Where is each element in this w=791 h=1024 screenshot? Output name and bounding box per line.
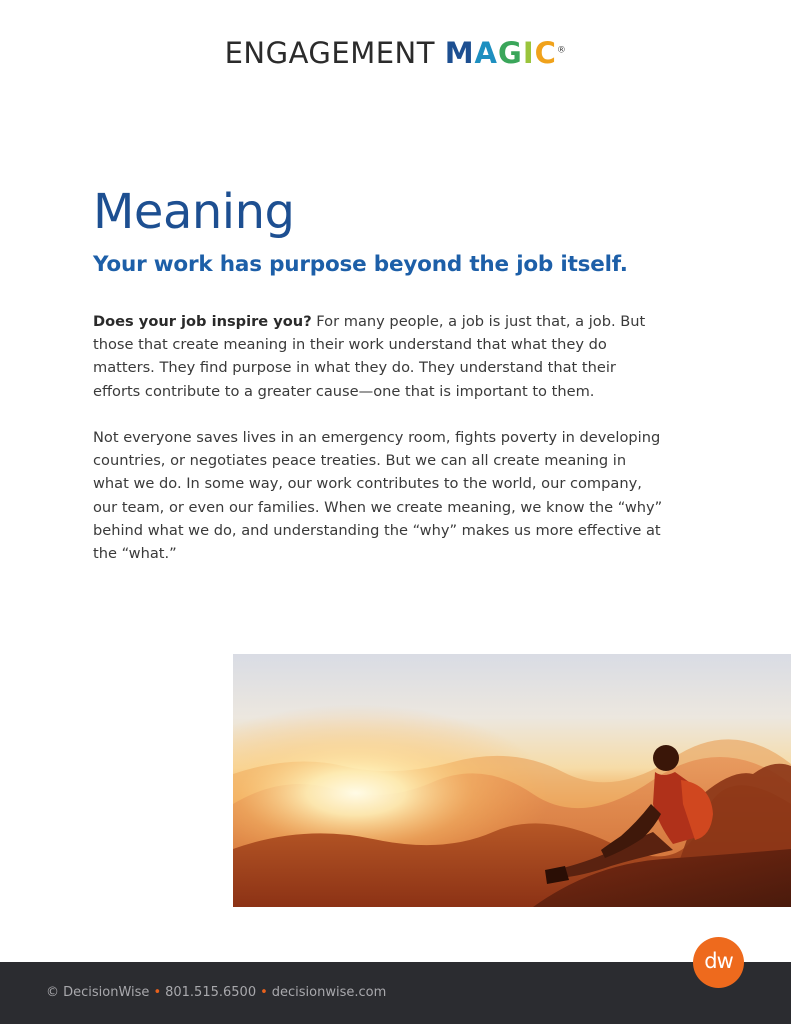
footer-website-link[interactable]: decisionwise.com bbox=[271, 985, 387, 1000]
paragraph-2: Not everyone saves lives in an emergency room, fights poverty in developing countries, or negotiates peace treaties. But we can all create meaning in what we do. In some way, our work contributes to the world, our company, our team, or even our families. When we create meaning, we know the “why” behind what we do, and understanding the “why” makes us more effective at the “what.” bbox=[93, 429, 663, 563]
footer-separator: • bbox=[153, 985, 162, 1000]
logo-letter: I bbox=[522, 36, 535, 70]
footer-phone: 801.515.6500 bbox=[165, 985, 257, 1000]
logo-letter: M bbox=[444, 36, 475, 70]
logo-word-magic bbox=[445, 36, 557, 70]
sunset-hiker-photo bbox=[233, 654, 791, 907]
decisionwise-badge: dw bbox=[693, 937, 744, 988]
footer-separator: • bbox=[260, 985, 268, 1000]
page-title: Meaning bbox=[93, 184, 295, 240]
footer-contact bbox=[46, 985, 386, 1000]
engagement-magic-logo bbox=[0, 36, 791, 70]
page-footer bbox=[0, 962, 791, 1024]
paragraph-1 bbox=[93, 310, 663, 403]
logo-word-engagement: ENGAGEMENT bbox=[224, 36, 435, 70]
paragraph-1-lead: Does your job inspire you? bbox=[93, 313, 312, 330]
footer-copyright: © DecisionWise bbox=[46, 985, 150, 1000]
logo-letter: C bbox=[534, 36, 557, 70]
paragraph-1-body: For many people, a job is just that, a job. But those that create meaning in their work understand that what they do matters. They find purpose in what they do. They understand that their efforts contribute to a greater cause—one that is important to them. bbox=[93, 313, 646, 400]
photo-illustration bbox=[233, 654, 791, 907]
logo-letter: G bbox=[498, 36, 523, 70]
page-subtitle: Your work has purpose beyond the job itself. bbox=[93, 252, 628, 277]
logo-letter: A bbox=[474, 36, 498, 70]
registered-mark: ® bbox=[556, 45, 567, 56]
